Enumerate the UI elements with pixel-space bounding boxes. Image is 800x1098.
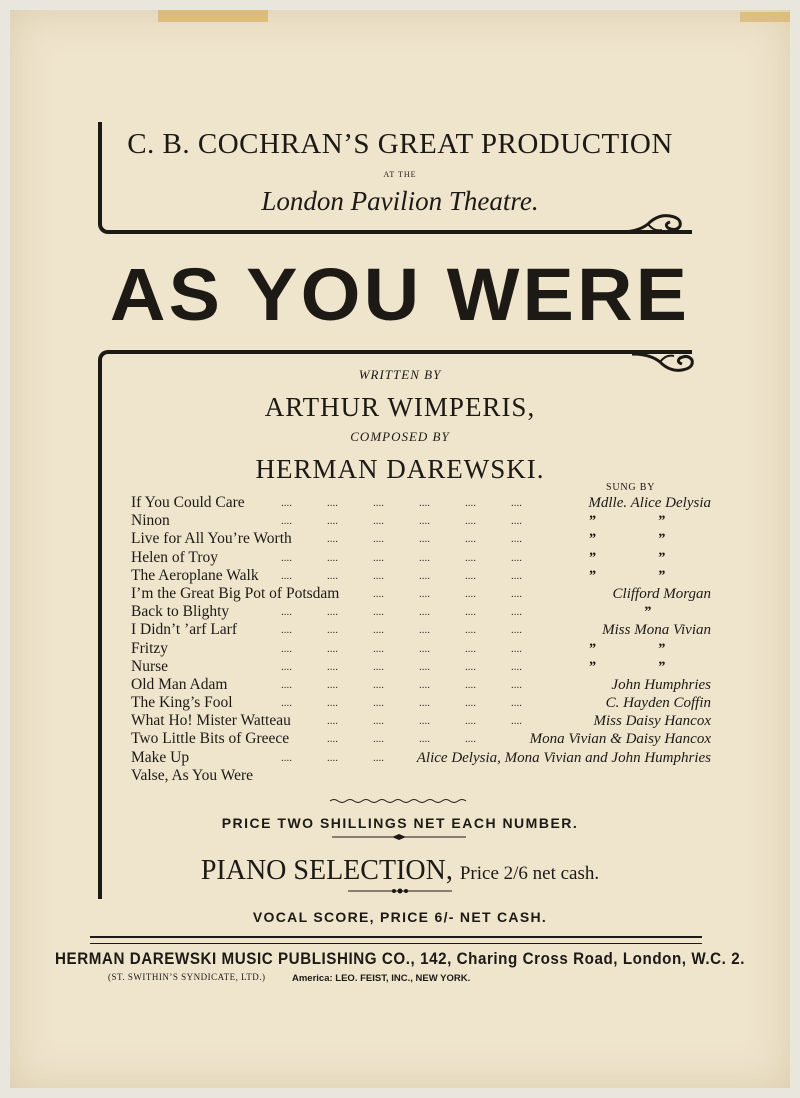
song-singer: Mdlle. Alice Delysia	[588, 495, 711, 511]
song-title: If You Could Care	[131, 494, 245, 511]
leader-dots: ....	[281, 697, 292, 710]
leader-dots: ....	[465, 569, 476, 582]
leader-dots: ....	[327, 678, 338, 691]
song-singer: C. Hayden Coffin	[605, 695, 711, 712]
song-singer: Miss Daisy Hancox	[593, 713, 711, 730]
song-singer: ” ”	[588, 658, 665, 675]
leader-dots: ....	[419, 733, 430, 746]
piano-selection-price: Price 2/6 net cash.	[459, 863, 600, 884]
song-row	[131, 494, 711, 512]
leader-dots: ....	[327, 733, 338, 746]
double-rule	[90, 936, 702, 944]
leader-dots: ....	[281, 642, 292, 655]
song-row	[131, 585, 711, 603]
song-title: Make Up	[131, 748, 190, 766]
leader-dots: ....	[511, 587, 522, 600]
song-row	[131, 658, 711, 676]
leader-dots: ....	[373, 515, 384, 528]
leader-dots: ....	[511, 678, 522, 691]
song-singer: ”	[643, 604, 651, 621]
leader-dots: ....	[511, 715, 522, 728]
song-singer: ” ”	[588, 567, 665, 584]
leader-dots: ....	[327, 497, 338, 509]
leader-dots: ....	[465, 733, 476, 746]
song-title: Two Little Bits of Greece	[131, 730, 290, 748]
song-singer: ” ”	[588, 513, 665, 530]
leader-dots: ....	[327, 624, 338, 637]
leader-dots: ....	[327, 551, 338, 564]
leader-dots: ....	[419, 606, 430, 619]
song-title: What Ho! Mister Watteau	[131, 712, 291, 730]
leader-dots: ....	[511, 551, 522, 564]
song-title: Helen of Troy	[131, 548, 218, 566]
divider-rule	[10, 797, 790, 805]
leader-dots: ....	[511, 697, 522, 710]
song-row	[131, 603, 711, 621]
song-title: Nurse	[131, 657, 169, 675]
theatre-name: London Pavilion Theatre.	[261, 186, 539, 216]
song-singer: Miss Mona Vivian	[602, 622, 711, 639]
leader-dots: ....	[281, 497, 292, 509]
leader-dots: ....	[327, 697, 338, 710]
song-row	[131, 730, 711, 748]
leader-dots: ....	[465, 533, 476, 546]
leader-dots: ....	[327, 606, 338, 619]
piano-selection	[10, 855, 790, 887]
song-title: I’m the Great Big Pot of Potsdam	[131, 584, 340, 602]
leader-dots: ....	[511, 660, 522, 673]
tape-strip	[740, 12, 790, 22]
song-row	[131, 512, 711, 530]
song-title: I Didn’t ’arf Larf	[131, 621, 238, 639]
leader-dots: ....	[327, 660, 338, 673]
leader-dots: ....	[419, 642, 430, 655]
leader-dots: ....	[281, 751, 292, 764]
leader-dots: ....	[419, 551, 430, 564]
leader-dots: ....	[327, 533, 338, 546]
song-row	[131, 621, 711, 639]
leader-dots: ....	[281, 551, 292, 564]
leader-dots: ....	[419, 697, 430, 710]
song-row	[131, 530, 711, 548]
song-title: Live for All You’re Worth	[131, 530, 292, 548]
leader-dots: ....	[511, 642, 522, 655]
song-row	[131, 767, 711, 785]
leader-dots: ....	[511, 497, 522, 509]
leader-dots: ....	[419, 624, 430, 637]
leader-dots: ....	[373, 678, 384, 691]
tape-strip	[158, 10, 268, 22]
leader-dots: ....	[327, 569, 338, 582]
song-title: The Aeroplane Walk	[131, 566, 259, 584]
publisher-line: HERMAN DAREWSKI MUSIC PUBLISHING CO., 142, Charing Cross Road, London, W.C. 2.	[55, 950, 745, 968]
leader-dots: ....	[281, 606, 292, 619]
song-singer: Mona Vivian & Daisy Hancox	[529, 731, 711, 748]
leader-dots: ....	[327, 715, 338, 728]
leader-dots: ....	[465, 587, 476, 600]
leader-dots: ....	[327, 751, 338, 764]
leader-dots: ....	[419, 533, 430, 546]
song-title: Back to Blighty	[131, 603, 230, 621]
leader-dots: ....	[373, 533, 384, 546]
leader-dots: ....	[281, 624, 292, 637]
leader-dots: ....	[373, 497, 384, 509]
leader-dots: ....	[465, 660, 476, 673]
sheet-music-cover	[10, 10, 790, 1088]
leader-dots: ....	[373, 624, 384, 637]
leader-dots: ....	[465, 697, 476, 710]
leader-dots: ....	[373, 606, 384, 619]
leader-dots: ....	[419, 587, 430, 600]
song-row	[131, 549, 711, 567]
leader-dots: ....	[419, 497, 430, 509]
leader-dots: ....	[511, 606, 522, 619]
song-singer: John Humphries	[611, 676, 711, 693]
song-title: Old Man Adam	[131, 675, 228, 693]
leader-dots: ....	[419, 515, 430, 528]
leader-dots: ....	[373, 733, 384, 746]
leader-dots: ....	[281, 569, 292, 582]
written-by-label: WRITTEN BY	[358, 367, 442, 382]
leader-dots: ....	[373, 660, 384, 673]
song-row	[131, 676, 711, 694]
leader-dots: ....	[281, 660, 292, 673]
leader-dots: ....	[465, 678, 476, 691]
leader-dots: ....	[511, 533, 522, 546]
leader-dots: ....	[465, 515, 476, 528]
song-singer: ” ”	[588, 549, 665, 566]
show-title: AS YOU WERE	[109, 253, 691, 336]
leader-dots: ....	[511, 569, 522, 582]
leader-dots: ....	[465, 642, 476, 655]
leader-dots: ....	[373, 569, 384, 582]
leader-dots: ....	[419, 660, 430, 673]
leader-dots: ....	[373, 642, 384, 655]
song-singer: ” ”	[588, 640, 665, 657]
leader-dots: ....	[373, 551, 384, 564]
composer-name: HERMAN DAREWSKI.	[255, 454, 545, 484]
leader-dots: ....	[465, 497, 476, 509]
song-title: The King’s Fool	[131, 694, 233, 712]
song-title: Valse, As You Were	[131, 766, 254, 784]
song-singer: Clifford Morgan	[612, 585, 711, 602]
leader-dots: ....	[465, 624, 476, 637]
composed-by-label: COMPOSED BY	[350, 429, 450, 444]
song-row	[131, 749, 711, 767]
song-singer: ” ”	[588, 531, 665, 548]
leader-dots: ....	[465, 715, 476, 728]
song-singer: Alice Delysia, Mona Vivian and John Humphries	[416, 749, 711, 766]
at-the-label: AT THE	[383, 170, 417, 179]
piano-selection-label: PIANO SELECTION,	[200, 855, 453, 886]
leader-dots: ....	[419, 715, 430, 728]
leader-dots: ....	[465, 551, 476, 564]
leader-dots: ....	[511, 624, 522, 637]
leader-dots: ....	[373, 587, 384, 600]
author-name: ARTHUR WIMPERIS,	[264, 392, 536, 422]
song-title: Fritzy	[131, 639, 169, 657]
leader-dots: ....	[419, 678, 430, 691]
leader-dots: ....	[281, 515, 292, 528]
price-each-number: PRICE TWO SHILLINGS NET EACH NUMBER.	[221, 815, 579, 831]
leader-dots: ....	[419, 569, 430, 582]
leader-dots: ....	[327, 515, 338, 528]
song-row	[131, 694, 711, 712]
syndicate-note: (ST. SWITHIN’S SYNDICATE, LTD.)	[108, 972, 266, 982]
song-row	[131, 567, 711, 585]
song-row	[131, 712, 711, 730]
divider-rule	[10, 833, 790, 841]
leader-dots: ....	[327, 642, 338, 655]
divider-rule	[10, 887, 790, 895]
vocal-score-price: VOCAL SCORE, PRICE 6/- NET CASH.	[252, 909, 548, 925]
production-heading: C. B. COCHRAN’S GREAT PRODUCTION	[127, 128, 673, 160]
song-list	[131, 494, 711, 785]
america-agent: America: LEO. FEIST, INC., NEW YORK.	[292, 973, 471, 984]
leader-dots: ....	[281, 678, 292, 691]
leader-dots: ....	[511, 515, 522, 528]
leader-dots: ....	[373, 751, 384, 764]
song-title: Ninon	[131, 512, 170, 530]
leader-dots: ....	[373, 715, 384, 728]
leader-dots: ....	[373, 697, 384, 710]
song-row	[131, 640, 711, 658]
sung-by-label: SUNG BY	[606, 482, 656, 493]
leader-dots: ....	[465, 606, 476, 619]
